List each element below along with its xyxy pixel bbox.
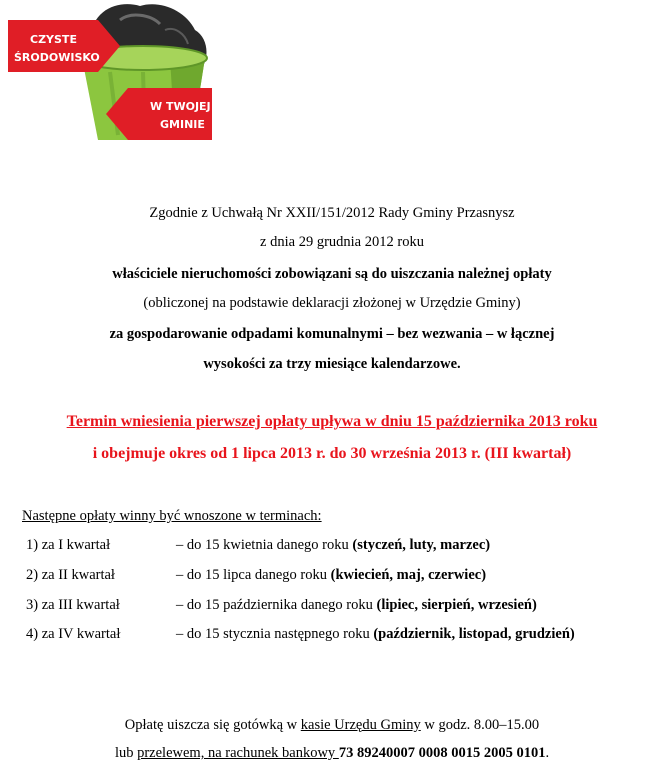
intro-resolution: Zgodnie z Uchwałą Nr XXII/151/2012 Rady Gminy Przasnysz — [149, 205, 515, 221]
schedule-due — [176, 567, 486, 584]
schedule-quarter: 1) za I kwartał — [26, 537, 111, 553]
intro-quarter-amount: wysokości za trzy miesiące kalendarzowe. — [203, 356, 461, 372]
payment-cash-pre: Opłatę uiszcza się gotówką w — [124, 717, 301, 733]
intro-obligation: właściciele nieruchomości zobowiązani są do uiszczania należnej opłaty — [112, 266, 552, 282]
payment-transfer-post: . — [545, 745, 550, 761]
red-arrow-right — [8, 20, 120, 72]
intro-waste-management: za gospodarowanie odpadami komunalnymi – bez wezwania – w łącznej — [109, 326, 555, 342]
schedule-months: (styczeń, luty, marzec) — [352, 537, 491, 553]
schedule-months: (październik, listopad, grudzień) — [373, 626, 575, 642]
red-arrow-left — [106, 88, 212, 140]
payment-cash-hours: w godz. 8.00–15.00 — [420, 717, 540, 733]
schedule-due-date: – do 15 kwietnia danego roku — [176, 537, 349, 553]
intro-date: z dnia 29 grudnia 2012 roku — [260, 234, 424, 250]
logo-line-2: ŚRODOWISKO — [14, 51, 100, 64]
payment-cash — [0, 717, 664, 734]
schedule-months: (lipiec, sierpień, wrzesień) — [376, 597, 537, 613]
schedule-due-date: – do 15 października danego roku — [176, 597, 373, 613]
payment-transfer-label: przelewem, na rachunek bankowy — [137, 745, 339, 761]
payment-transfer-pre: lub — [114, 745, 138, 761]
deadline-period: i obejmuje okres od 1 lipca 2013 r. do 30 września 2013 r. (III kwartał) — [92, 445, 572, 462]
schedule-due-date: – do 15 stycznia następnego roku — [176, 626, 370, 642]
logo-czyste-srodowisko — [0, 0, 215, 152]
payment-account-number: 73 89240007 0008 0015 2005 0101 — [338, 745, 546, 761]
logo-line-3: W TWOJEJ — [150, 100, 211, 113]
schedule-due-date: – do 15 lipca danego roku — [176, 567, 328, 583]
logo-line-1: CZYSTE — [30, 33, 77, 46]
schedule-quarter: 2) za II kwartał — [26, 567, 115, 583]
schedule-due — [176, 626, 575, 643]
payment-transfer — [0, 745, 664, 762]
payment-cash-desk: kasie Urzędu Gminy — [300, 717, 421, 733]
schedule-quarter: 4) za IV kwartał — [26, 626, 121, 642]
schedule-quarter: 3) za III kwartał — [26, 597, 120, 613]
intro-calculation: (obliczonej na podstawie deklaracji złożonej w Urzędzie Gminy) — [143, 295, 521, 311]
schedule-due — [176, 597, 537, 614]
schedule-due — [176, 537, 490, 554]
schedule-months: (kwiecień, maj, czerwiec) — [330, 567, 487, 583]
deadline-first-payment — [0, 413, 664, 431]
schedule-heading: Następne opłaty winny być wnoszone w terminach: — [22, 508, 322, 524]
deadline-first-payment-text: Termin wniesienia pierwszej opłaty upływa w dniu 15 października 2013 roku — [66, 413, 598, 430]
logo-line-4: GMINIE — [160, 118, 205, 131]
